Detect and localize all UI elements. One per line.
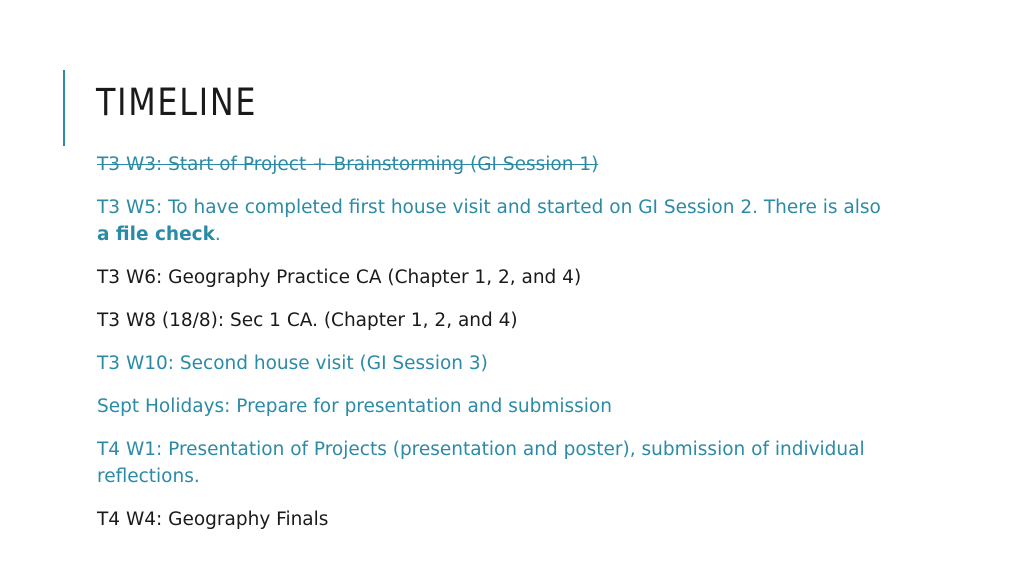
timeline-item-t3-w10: T3 W10: Second house visit (GI Session 3)	[97, 353, 488, 374]
timeline-item-t3-w5	[97, 194, 897, 248]
timeline-item-text: T3 W5: To have completed first house visit and started on GI Session 2. There is also	[97, 197, 881, 218]
timeline-list	[97, 151, 897, 549]
timeline-item-sept-holidays: Sept Holidays: Prepare for presentation and submission	[97, 396, 612, 417]
timeline-item-t4-w1: T4 W1: Presentation of Projects (presentation and poster), submission of individual reflections.	[97, 439, 865, 487]
timeline-item-t3-w8: T3 W8 (18/8): Sec 1 CA. (Chapter 1, 2, and 4)	[97, 310, 518, 331]
slide-title: TIMELINE	[96, 81, 258, 124]
title-accent-bar	[63, 70, 65, 146]
timeline-item-t4-w4: T4 W4: Geography Finals	[97, 509, 329, 530]
timeline-item-punctuation: .	[214, 224, 221, 245]
file-check-emphasis: a file check	[97, 224, 215, 245]
timeline-item-t3-w6: T3 W6: Geography Practice CA (Chapter 1, 2, and 4)	[97, 267, 582, 288]
timeline-item-t3-w3: T3 W3: Start of Project + Brainstorming (GI Session 1)	[97, 154, 599, 175]
